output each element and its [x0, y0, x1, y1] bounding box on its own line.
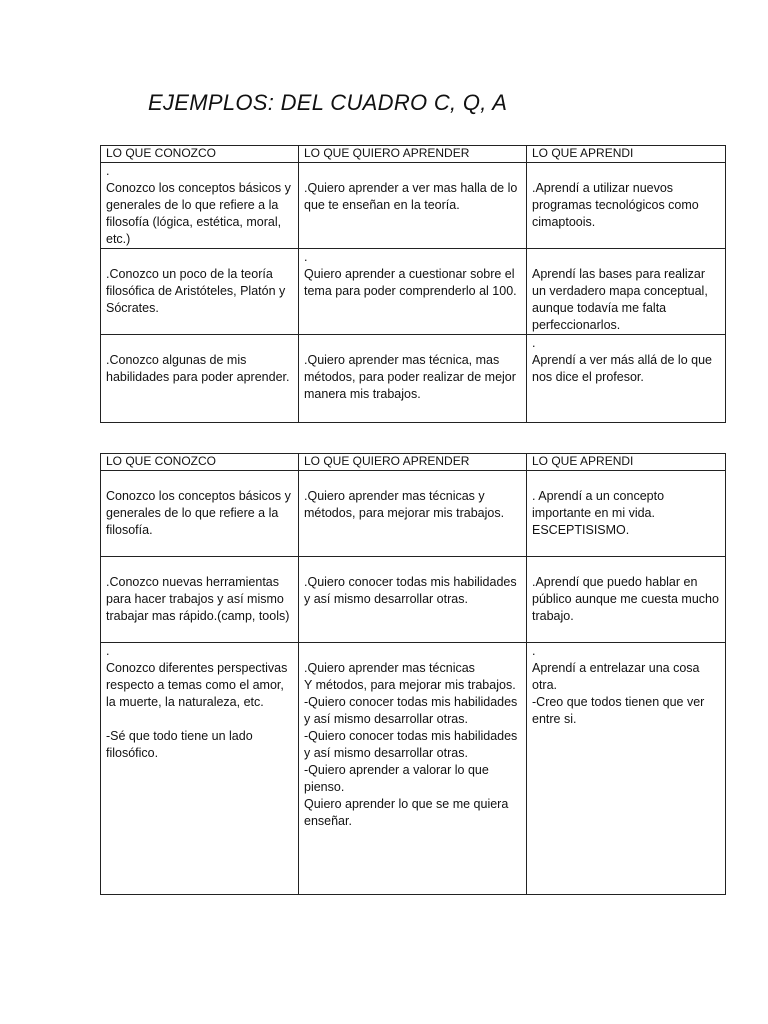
table-cell: .Conozco nuevas herramientas para hacer trabajos y así mismo trabajar mas rápido.(camp, tools)	[101, 557, 299, 643]
header-aprendi: LO QUE APRENDI	[527, 146, 726, 163]
table-cell: Conozco los conceptos básicos y generales de lo que refiere a la filosofía.	[101, 471, 299, 557]
table-cell: Aprendí las bases para realizar un verdadero mapa conceptual, aunque todavía me falta perfeccionarlos.	[527, 249, 726, 335]
table-row	[101, 471, 726, 557]
table-row	[101, 163, 726, 249]
table-cell: .Conozco un poco de la teoría filosófica de Aristóteles, Platón y Sócrates.	[101, 249, 299, 335]
table-cell: .Aprendí que puedo hablar en público aunque me cuesta mucho trabajo.	[527, 557, 726, 643]
header-quiero-aprender: LO QUE QUIERO APRENDER	[299, 146, 527, 163]
cqa-table-2	[100, 453, 726, 895]
header-quiero-aprender: LO QUE QUIERO APRENDER	[299, 454, 527, 471]
table-cell: . Conozco diferentes perspectivas respecto a temas como el amor, la muerte, la naturaleza, etc. -Sé que todo tiene un lado filosófico.	[101, 643, 299, 895]
header-conozco: LO QUE CONOZCO	[101, 146, 299, 163]
table-cell: . Aprendí a entrelazar una cosa otra. -Creo que todos tienen que ver entre si.	[527, 643, 726, 895]
header-aprendi: LO QUE APRENDI	[527, 454, 726, 471]
table-header-row	[101, 454, 726, 471]
table-cell: . Aprendí a ver más allá de lo que nos dice el profesor.	[527, 335, 726, 423]
header-conozco: LO QUE CONOZCO	[101, 454, 299, 471]
table-cell: .Quiero aprender mas técnicas Y métodos, para mejorar mis trabajos. -Quiero conocer todas mis habilidades y así mismo desarrollar otras. -Quiero conocer todas mis habilidades y así mismo desarrollar otras. -Quiero aprender a valorar lo que pienso. Quiero aprender lo que se me quiera enseñar.	[299, 643, 527, 895]
table-cell: .Quiero conocer todas mis habilidades y así mismo desarrollar otras.	[299, 557, 527, 643]
table-cell: .Quiero aprender mas técnica, mas métodos, para poder realizar de mejor manera mis trabajos.	[299, 335, 527, 423]
page-title: EJEMPLOS: DEL CUADRO C, Q, A	[148, 90, 508, 115]
table-cell: .Quiero aprender a ver mas halla de lo que te enseñan en la teoría.	[299, 163, 527, 249]
table-row	[101, 249, 726, 335]
table-cell: .Quiero aprender mas técnicas y métodos, para mejorar mis trabajos.	[299, 471, 527, 557]
table-cell: .Conozco algunas de mis habilidades para poder aprender.	[101, 335, 299, 423]
table-cell: . Quiero aprender a cuestionar sobre el tema para poder comprenderlo al 100.	[299, 249, 527, 335]
table-header-row	[101, 146, 726, 163]
table-row	[101, 643, 726, 895]
table-cell: . Conozco los conceptos básicos y generales de lo que refiere a la filosofía (lógica, estética, moral, etc.)	[101, 163, 299, 249]
table-row	[101, 335, 726, 423]
table-cell: . Aprendí a un concepto importante en mi vida. ESCEPTISISMO.	[527, 471, 726, 557]
table-row	[101, 557, 726, 643]
table-cell: .Aprendí a utilizar nuevos programas tecnológicos como cimaptoois.	[527, 163, 726, 249]
cqa-table-1	[100, 145, 726, 423]
